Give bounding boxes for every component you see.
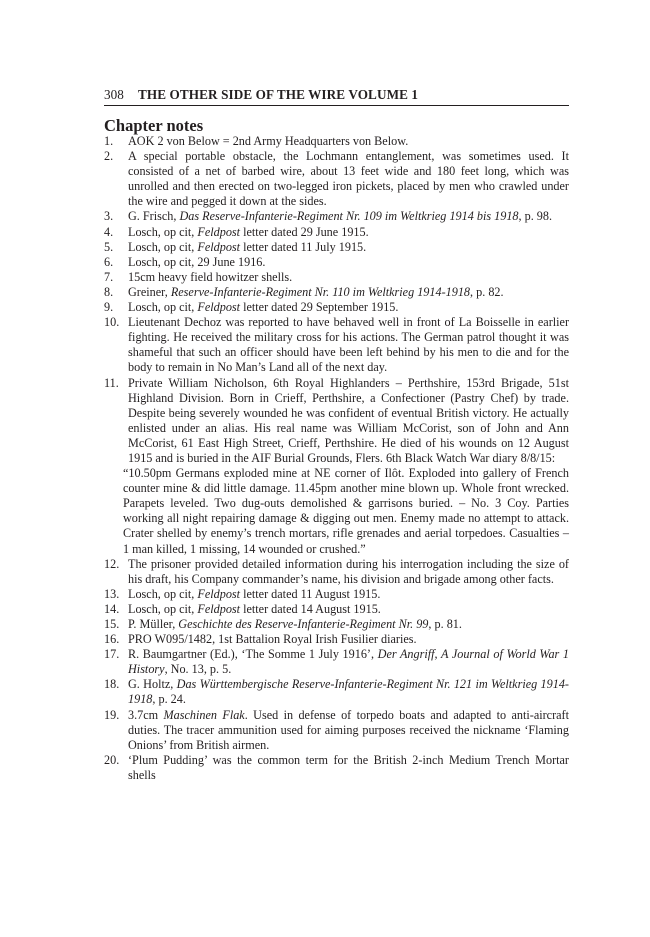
note-number: 15. — [104, 617, 120, 631]
note-text-segment: Losch, op cit, — [128, 224, 198, 239]
chapter-note — [104, 270, 569, 285]
note-text-segment: letter dated 11 July 1915. — [240, 239, 367, 254]
note-text-segment: AOK 2 von Below = 2nd Army Headquarters von Below. — [128, 134, 409, 148]
note-number: 2. — [104, 149, 114, 164]
chapter-note — [104, 753, 569, 783]
chapter-note — [104, 149, 569, 209]
note-text-segment: letter dated 14 August 1915. — [240, 601, 381, 616]
note-text-segment: ‘Plum Pudding’ was the common term for the British 2-inch Medium Trench Mortar shells — [128, 752, 569, 782]
note-text — [128, 587, 380, 601]
note-text — [128, 285, 504, 299]
running-title: THE OTHER SIDE OF THE WIRE VOLUME 1 — [138, 87, 419, 102]
note-text-segment: letter dated 29 September 1915. — [240, 300, 399, 315]
chapter-note — [104, 602, 569, 617]
note-text-segment: P. Müller, — [128, 617, 179, 631]
note-text-segment: letter dated 29 June 1915. — [240, 224, 369, 239]
note-title-italic: Geschichte des Reserve-Infanterie-Regiment Nr. 99 — [178, 617, 429, 631]
section-heading: Chapter notes — [104, 116, 204, 135]
note-text-segment: 3.7cm — [128, 707, 164, 722]
chapter-note — [104, 285, 569, 300]
note-title-italic: Feldpost — [197, 224, 241, 239]
note-title-italic: Feldpost — [197, 239, 241, 254]
note-text-segment: Losch, op cit, — [128, 586, 198, 601]
note-number: 19. — [104, 707, 120, 722]
note-text-segment: , p. 24. — [152, 692, 186, 707]
note-number: 6. — [104, 254, 114, 269]
note-number: 13. — [104, 586, 120, 601]
note-number: 9. — [104, 300, 114, 315]
note-title-italic: Das Reserve-Infanterie-Regiment Nr. 109 im Weltkrieg 1914 bis 1918 — [179, 209, 519, 224]
note-text-segment: Losch, op cit, — [128, 601, 198, 616]
header-rule — [104, 105, 569, 106]
note-text — [128, 753, 569, 782]
note-text-segment: Losch, op cit, — [128, 300, 198, 315]
note-text-segment: , No. 13, p. 5. — [164, 662, 232, 677]
note-title-italic: Reserve-Infanterie-Regiment Nr. 110 im Weltkrieg 1914-1918 — [170, 284, 471, 299]
note-text — [128, 270, 292, 284]
chapter-note — [104, 300, 569, 315]
note-number: 17. — [104, 647, 120, 662]
chapter-note — [104, 632, 569, 647]
note-title-italic: Feldpost — [197, 601, 241, 616]
note-text-segment: . Used in defense of torpedo boats and adapted to anti-aircraft duties. The tracer ammunition used for aiming purposes received the nickname ‘Flaming Onions’ from British airmen. — [128, 707, 569, 752]
chapter-note — [104, 617, 569, 632]
note-text-segment: Lieutenant Dechoz was reported to have behaved well in front of La Boisselle in earlier fighting. He received the military cross for his actions. The German patrol thought it was shameful that such an officer should have been left behind by his men to die and for the body to remain in No Man’s Land all of the next day. — [128, 315, 569, 375]
note-text — [128, 255, 265, 269]
chapter-note — [104, 255, 569, 270]
note-number: 20. — [104, 752, 120, 767]
note-text-segment: PRO W095/1482, 1st Battalion Royal Irish Fusilier diaries. — [128, 632, 417, 647]
note-text — [128, 149, 569, 208]
note-number: 1. — [104, 134, 114, 148]
note-text-segment: 15cm heavy field howitzer shells. — [128, 269, 293, 284]
chapter-note — [104, 376, 569, 557]
note-text-segment: Greiner, — [128, 284, 171, 299]
note-text-segment: Private William Nicholson, 6th Royal Highlanders – Perthshire, 153rd Brigade, 51st Highland Division. Born in Crieff, Perthshire, a Confectioner (Pastry Chef) by trade. Despite being severely wounded he was confident of eventual British victory. He actually enlisted under an alias. His real name was William McCorist, son of John and Ann McCorist, 61 East High Street, Crieff, Perthshire. He died of his wounds on 12 August 1915 and is buried in the AIF Burial Grounds, Flers. 6th Black Watch War diary 8/8/15: — [128, 375, 569, 465]
note-number: 3. — [104, 209, 114, 224]
chapter-note — [104, 587, 569, 602]
note-text-segment: , p. 82. — [470, 284, 504, 299]
note-number: 4. — [104, 224, 114, 239]
note-number: 11. — [104, 375, 119, 390]
note-title-italic: Feldpost — [197, 300, 241, 315]
note-text-segment: R. Baumgartner (Ed.), ‘The Somme 1 July 1916’, — [128, 647, 378, 662]
note-text — [128, 134, 408, 148]
note-text — [128, 240, 366, 254]
note-text-segment: G. Holtz, — [128, 677, 177, 692]
note-text — [128, 632, 417, 646]
note-title-italic: Das Württembergische Reserve-Infanterie-Regiment Nr. 121 im Weltkrieg 1914-1918 — [128, 677, 569, 707]
note-text-segment: Losch, op cit, — [128, 239, 198, 254]
note-number: 8. — [104, 284, 114, 299]
note-text-segment: A special portable obstacle, the Lochmann entanglement, was sometimes used. It consisted of a net of barbed wire, about 13 feet wide and 180 feet long, which was unrolled and then erected on two-legged iron pickets, placed by men who crawled under the wire and pegged it down at the sides. — [128, 149, 569, 209]
note-text — [128, 376, 569, 465]
note-number: 10. — [104, 315, 120, 330]
note-number: 12. — [104, 556, 120, 571]
note-number: 14. — [104, 601, 120, 616]
note-text-segment: letter dated 11 August 1915. — [240, 586, 381, 601]
war-diary-quote: “10.50pm Germans exploded mine at NE corner of Ilôt. Exploded into gallery of French counter mine & did little damage. 11.45pm another mine blown up. Whole front wrecked. Parapets leveled. Two dug-outs demolished & garrisons buried. – No. 3 Coy. Parties working all night repairing damage & digging out men. Enemy made no attempt to attack. Crater shelled by enemy’s trench mortars, rifle grenades and aerial torpedoes. Casualties – 1 man killed, 1 missing, 14 wounded or crushed.” — [123, 466, 569, 556]
note-number: 7. — [104, 269, 114, 284]
note-text — [128, 225, 369, 239]
note-text — [128, 315, 569, 374]
chapter-note — [104, 134, 569, 149]
note-text — [128, 677, 569, 706]
note-text — [128, 300, 398, 314]
chapter-note — [104, 315, 569, 375]
note-text-segment: , p. 81. — [428, 617, 462, 631]
running-header — [104, 87, 569, 107]
note-number: 5. — [104, 239, 114, 254]
page-number: 308 — [104, 87, 124, 102]
chapter-note — [104, 225, 569, 240]
note-text — [128, 708, 569, 752]
note-title-italic: Maschinen Flak — [163, 707, 245, 722]
note-text — [128, 209, 552, 223]
note-text — [128, 617, 462, 631]
chapter-notes-list — [104, 134, 569, 783]
note-title-italic: Feldpost — [197, 586, 241, 601]
note-title-italic: Der Angriff, A Journal of World War 1 History — [128, 647, 569, 677]
note-number: 18. — [104, 677, 120, 692]
chapter-note — [104, 677, 569, 707]
note-text — [128, 602, 381, 616]
chapter-note — [104, 209, 569, 224]
note-text-segment: Losch, op cit, 29 June 1916. — [128, 254, 266, 269]
note-text-segment: , p. 98. — [518, 209, 553, 224]
chapter-note — [104, 240, 569, 255]
chapter-note — [104, 647, 569, 677]
note-number: 16. — [104, 632, 120, 647]
note-text-segment: The prisoner provided detailed information during his interrogation including the size of his draft, his Company commander’s name, his division and brigade among other facts. — [128, 556, 569, 586]
note-text — [128, 557, 569, 586]
chapter-note — [104, 708, 569, 753]
note-text — [128, 647, 569, 676]
note-text-segment: G. Frisch, — [128, 209, 180, 224]
chapter-note — [104, 557, 569, 587]
